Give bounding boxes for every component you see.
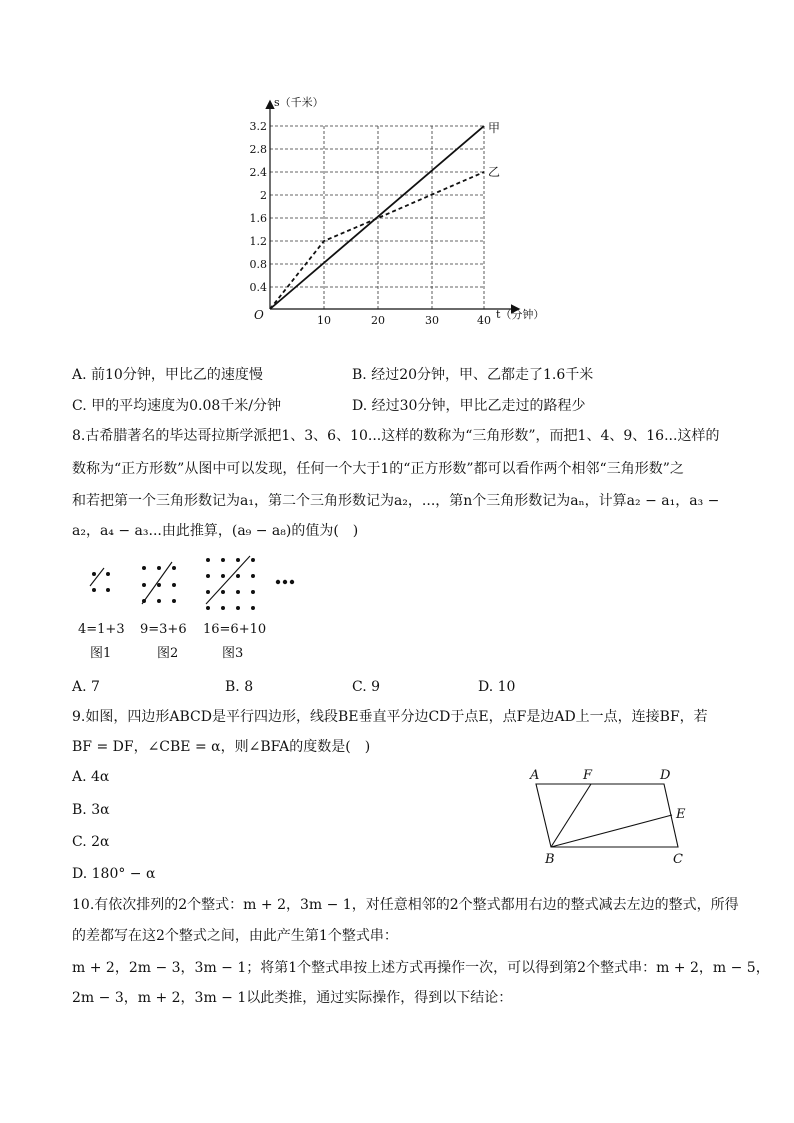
q7-option-a: A. 前10分钟，甲比乙的速度慢 [72,367,263,383]
q10-text-line: 的差都写在这2个整式之间，由此产生第1个整式串： [72,928,398,944]
distance-time-graph [240,90,560,335]
q9-option-c: C. 2α [72,834,110,850]
y-tick-label: 0.8 [249,258,267,271]
y-tick-label: 1.2 [249,235,267,248]
origin-label: O [254,308,264,322]
q7-option-b: B. 经过20分钟，甲、乙都走了1.6千米 [352,367,594,383]
y-tick-label: 1.6 [249,212,267,225]
figure-caption: 图3 [222,646,244,661]
q8-text-line: 和若把第一个三角形数记为a₁，第二个三角形数记为a₂，...，第n个三角形数记为aₙ，计算a₂ − a₁，a₃ − [72,493,720,509]
y-tick-label: 2.4 [249,166,267,179]
x-tick-label: 40 [477,314,491,327]
y-tick-label: 3.2 [249,120,267,133]
figure-equation: 4=1+3 [78,622,125,637]
series-jia-line [270,126,484,309]
figure-equation: 16=6+10 [203,622,267,637]
vertex-label: E [676,807,686,822]
q9-text-line: BF = DF，∠CBE = α，则∠BFA的度数是( ) [72,739,371,755]
q9-option-a: A. 4α [72,769,110,785]
figure-caption: 图1 [90,646,112,661]
q10-text-line: m + 2，2m − 3，3m − 1；将第1个整式串按上述方式再操作一次，可以得到第2个整式串：m + 2，m − 5， [72,960,770,976]
vertex-label: F [583,768,593,783]
series-yi-line [270,172,484,309]
q8-option-a: A. 7 [72,679,100,695]
q7-option-c: C. 甲的平均速度为0.08千米/分钟 [72,398,282,414]
x-tick-labels [317,314,491,327]
q7-option-d: D. 经过30分钟，甲比乙走过的路程少 [352,398,586,414]
x-tick-label: 10 [317,314,331,327]
series-yi-label: 乙 [488,165,501,179]
y-axis-label: s（千米） [274,96,324,109]
vertex-label: D [660,768,671,783]
vertex-label: B [545,852,555,867]
q8-option-b: B. 8 [225,679,254,695]
x-tick-label: 30 [425,314,439,327]
series-jia-label: 甲 [488,121,501,135]
q8-text-line: 数称为“正方形数”从图中可以发现，任何一个大于1的“正方形数”都可以看作两个相邻“三角形数”之 [72,461,684,477]
x-tick-label: 20 [371,314,385,327]
y-tick-labels [250,120,268,294]
y-tick-label: 2 [260,189,267,202]
q10-text-line: 10.有依次排列的2个整式：m + 2，3m − 1，对任意相邻的2个整式都用右边的整式减去左边的整式，所得 [72,897,739,913]
figure-equation: 9=3+6 [140,622,187,637]
q8-option-d: D. 10 [478,679,516,695]
q8-option-c: C. 9 [352,679,381,695]
q8-text-line: 8.古希腊著名的毕达哥拉斯学派把1、3、6、10...这样的数称为“三角形数”，而把1、4、9、16...这样的 [72,428,720,444]
y-tick-label: 2.8 [249,143,267,156]
q9-text-line: 9.如图，四边形ABCD是平行四边形，线段BE垂直平分边CD于点E，点F是边AD上一点，连接BF，若 [72,709,708,725]
q9-option-b: B. 3α [72,802,110,818]
square-number-dot-figures [80,552,305,614]
figure-caption: 图2 [157,646,179,661]
y-tick-label: 0.4 [249,281,267,294]
parallelogram-figure [520,762,700,868]
q10-text-line: 2m − 3，m + 2，3m − 1以此类推，通过实际操作，得到以下结论： [72,990,513,1006]
q8-text-line: a₂，a₄ − a₃...由此推算，(a₉ − a₈)的值为( ) [72,523,359,539]
vertex-label: C [673,852,683,867]
x-axis-label: t（分钟） [496,308,545,321]
vertex-label: A [530,768,540,783]
q9-option-d: D. 180° − α [72,866,156,882]
